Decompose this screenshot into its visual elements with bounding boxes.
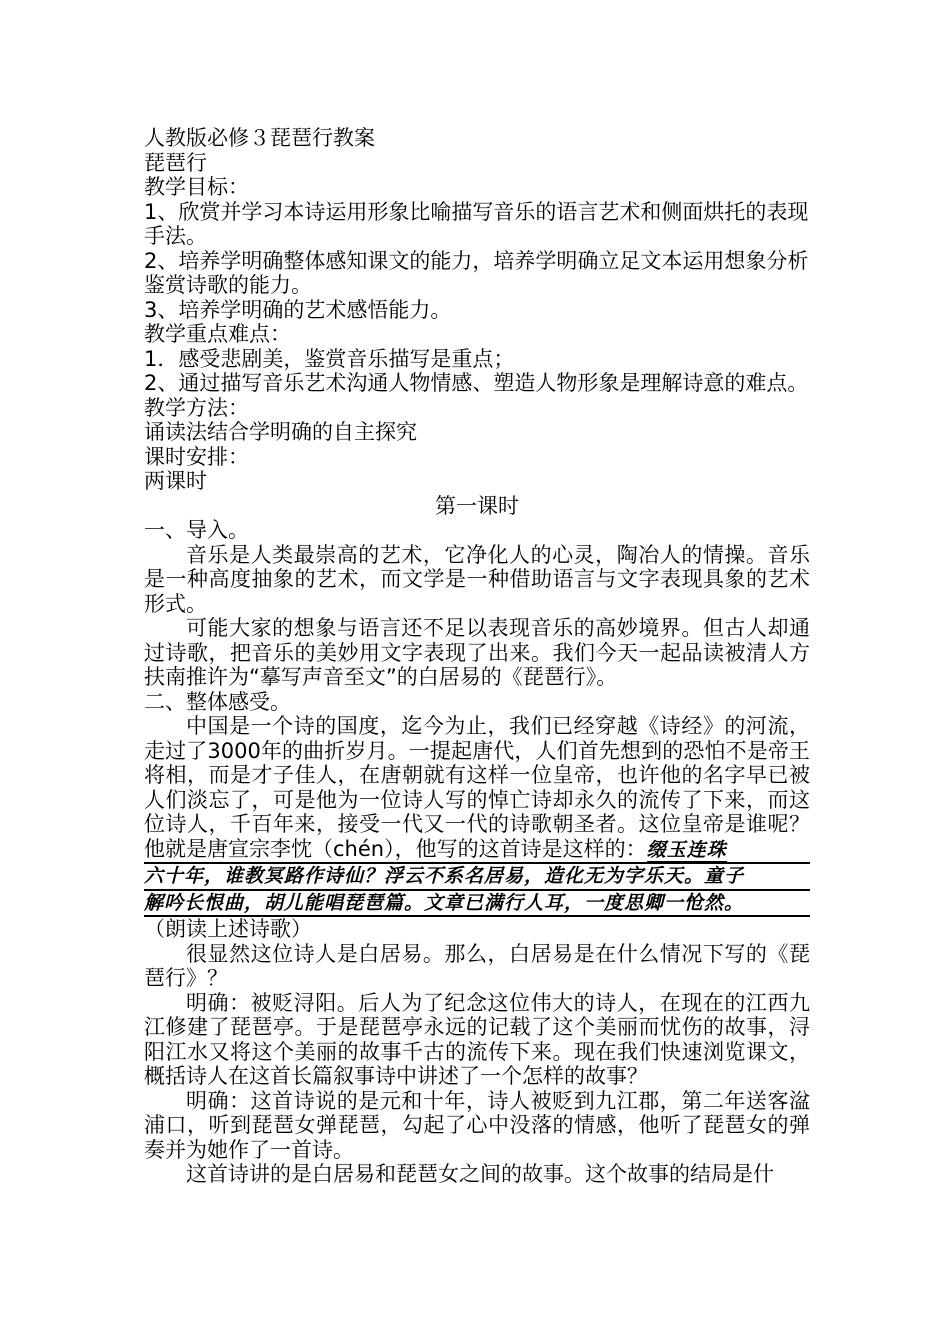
key-point-item: 2、通过描写音乐艺术沟通人物情感、塑造人物形象是理解诗意的难点。 [144, 371, 809, 395]
paragraph-text: 中国是一个诗的国度，迄今为止，我们已经穿越《诗经》的河流，走过了3000年的曲折岁月。一提起唐代，人们首先想到的恐怕不是帝王将相，而是才子佳人，在唐朝就有这样一位皇帝，也许他的名字早已被人们淡忘了，可是他为一位诗人写的悼亡诗却永久的流传了下来，而这位诗人，千百年来，接受一代又一代的诗歌朝圣者。这位皇帝是谁呢？他就是唐宣宗李忱（chén），他写的这首诗是这样的： [144, 714, 810, 861]
document-title: 人教版必修３琵琶行教案 [144, 126, 375, 150]
poem-block [144, 862, 810, 917]
method-text: 诵读法结合学明确的自主探究 [144, 420, 417, 444]
paragraph: 可能大家的想象与语言还不足以表现音乐的高妙境界。但古人却通过诗歌，把音乐的美妙用文字表现了出来。我们今天一起品读被清人方扶南推许为“摹写声音至文”的白居易的《琵琶行》。 [144, 616, 810, 689]
goal-item: 1、欣赏并学习本诗运用形象比喻描写音乐的语言艺术和侧面烘托的表现手法。 [144, 199, 809, 248]
lesson-title: 第一课时 [435, 493, 519, 518]
paragraph: 明确：被贬浔阳。后人为了纪念这位伟大的诗人，在现在的江西九江修建了琵琶亭。于是琵琶亭永远的记载了这个美丽而忧伤的故事，浔阳江水又将这个美丽的故事千古的流传下来。现在我们快速浏览课文，概括诗人在这首长篇叙事诗中讲述了一个怎样的故事？ [144, 990, 810, 1088]
poem-line: 解吟长恨曲，胡儿能唱琵琶篇。文章已满行人耳，一度思卿一怆然。 [144, 891, 745, 914]
poem-title: 琵琶行 [144, 150, 207, 175]
goals-heading: 教学目标： [144, 175, 249, 199]
paragraph: 明确：这首诗说的是元和十年，诗人被贬到九江郡，第二年送客湓浦口，听到琵琶女弹琵琶，勾起了心中没落的情感，他听了琵琶女的弹奏并为她作了一首诗。 [144, 1088, 810, 1162]
key-point-item: 1．感受悲剧美，鉴赏音乐描写是重点； [144, 346, 515, 371]
paragraph: 音乐是人类最崇高的艺术，它净化人的心灵，陶冶人的情操。音乐是一种高度抽象的艺术，而文学是一种借助语言与文字表现具象的艺术形式。 [144, 542, 810, 616]
paragraph-with-poem [144, 714, 810, 862]
section-heading: 二、整体感受。 [144, 689, 291, 714]
schedule-heading: 课时安排： [144, 444, 249, 469]
goal-item: 2、培养学明确整体感知课文的能力，培养学明确立足文本运用想象分析鉴赏诗歌的能力。 [144, 248, 809, 297]
paragraph: 很显然这位诗人是白居易。那么，白居易是在什么情况下写的《琵琶行》？ [144, 941, 810, 990]
poem-line: 六十年，谁教冥路作诗仙？浮云不系名居易，造化无为字乐天。童子 [144, 864, 810, 891]
method-heading: 教学方法： [144, 395, 249, 420]
read-aloud-note: （朗读上述诗歌） [144, 917, 312, 941]
schedule-text: 两课时 [144, 469, 207, 493]
key-points-heading: 教学重点难点： [144, 322, 291, 346]
goal-item: 3、培养学明确的艺术感悟能力。 [144, 297, 452, 322]
document-page [144, 126, 810, 1187]
paragraph: 这首诗讲的是白居易和琵琶女之间的故事。这个故事的结局是什 [186, 1162, 774, 1186]
poem-text: 缀玉连珠 [646, 838, 727, 861]
section-heading: 一、导入。 [144, 518, 249, 542]
